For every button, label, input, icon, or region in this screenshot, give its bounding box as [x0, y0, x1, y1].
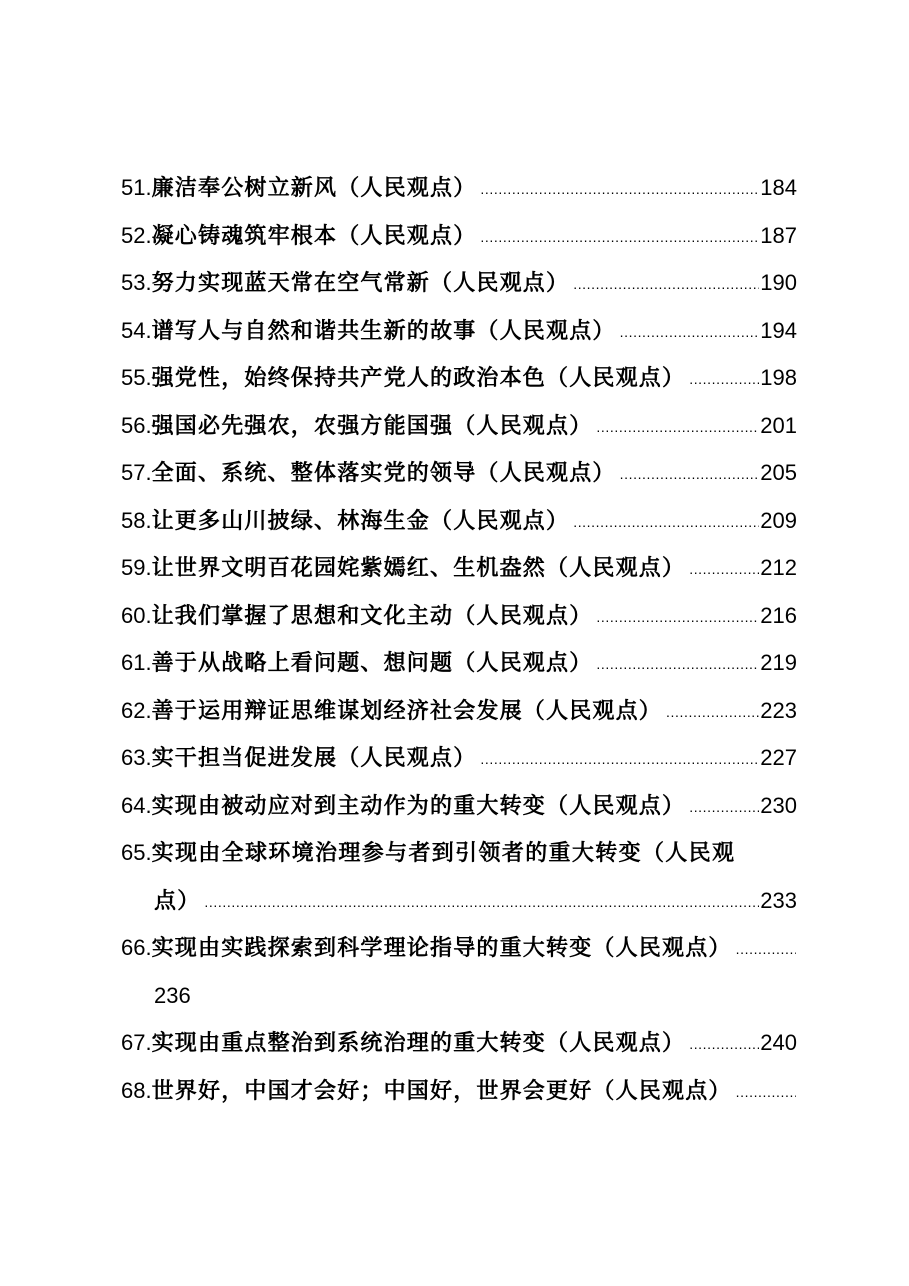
toc-entry-number: 53. [121, 270, 152, 295]
dot-leader [573, 261, 759, 309]
toc-entry-number: 58. [121, 507, 152, 533]
toc-entry-number: 55. [121, 365, 152, 390]
toc-entry-title: 让世界文明百花园姹紫嫣红、生机盎然（人民观点） [151, 555, 686, 581]
dot-leader [596, 594, 759, 642]
toc-entry-number: 57. [121, 460, 152, 485]
table-of-contents [121, 164, 797, 1114]
toc-entry-54[interactable] [121, 307, 797, 355]
toc-entry-number: 54. [121, 317, 152, 343]
dot-leader [620, 309, 760, 357]
dot-leader [736, 926, 796, 974]
dot-leader [480, 214, 759, 262]
toc-entry-page: 236 [154, 982, 191, 1008]
toc-entry-number: 63. [121, 745, 152, 770]
toc-entry-title: 实现由全球环境治理参与者到引领者的重大转变（人民观 [151, 840, 736, 866]
toc-entry-61[interactable] [121, 639, 797, 687]
dot-leader [736, 1069, 796, 1117]
dot-leader [596, 404, 759, 452]
toc-entry-page: 198 [760, 365, 797, 390]
toc-entry-60[interactable] [121, 592, 797, 640]
toc-entry-number: 62. [121, 697, 152, 723]
toc-entry-page: 230 [760, 792, 797, 818]
toc-entry-number: 64. [121, 792, 152, 818]
toc-entry-64[interactable] [121, 782, 797, 830]
dot-leader [596, 641, 759, 689]
toc-entry-number: 67. [121, 1030, 152, 1055]
toc-entry-55[interactable] [121, 354, 797, 402]
toc-entry-title: 让我们掌握了思想和文化主动（人民观点） [151, 602, 593, 629]
toc-entry-58[interactable] [121, 497, 797, 545]
toc-entry-number: 65. [121, 840, 152, 865]
toc-entry-title: 凝心铸魂筑牢根本（人民观点） [151, 222, 477, 249]
dot-leader [620, 451, 760, 499]
toc-entry-page: 227 [760, 745, 797, 770]
toc-entry-number: 56. [121, 412, 152, 438]
toc-entry-51[interactable] [121, 164, 797, 212]
toc-entry-page: 219 [760, 650, 797, 675]
toc-entry-68[interactable] [121, 1067, 797, 1115]
toc-entry-title: 善于运用辩证思维谋划经济社会发展（人民观点） [151, 697, 662, 724]
toc-entry-title: 实现由实践探索到科学理论指导的重大转变（人民观点） [151, 935, 732, 961]
dot-leader [573, 499, 759, 547]
toc-entry-52[interactable] [121, 212, 797, 260]
toc-entry-56[interactable] [121, 402, 797, 450]
toc-entry-title: 强国必先强农，农强方能国强（人民观点） [151, 412, 593, 439]
toc-entry-number: 66. [121, 935, 152, 960]
toc-entry-title: 廉洁奉公树立新风（人民观点） [151, 175, 477, 201]
dot-leader [204, 879, 759, 927]
toc-entry-page: 194 [760, 317, 797, 343]
toc-entry-number: 59. [121, 555, 152, 580]
toc-entry-title: 实现由重点整治到系统治理的重大转变（人民观点） [151, 1030, 686, 1056]
toc-entry-page: 190 [760, 270, 797, 295]
toc-entry-title: 实现由被动应对到主动作为的重大转变（人民观点） [151, 792, 686, 819]
dot-leader [689, 784, 759, 832]
dot-leader [480, 736, 759, 784]
toc-entry-title: 全面、系统、整体落实党的领导（人民观点） [151, 460, 616, 486]
toc-entry-page: 223 [760, 697, 797, 723]
dot-leader [689, 1021, 759, 1069]
toc-entry-page: 201 [760, 412, 797, 438]
toc-entry-title: 世界好，中国才会好；中国好，世界会更好（人民观点） [151, 1077, 732, 1104]
toc-entry-page: 240 [760, 1030, 797, 1055]
toc-entry-page: 205 [760, 460, 797, 485]
toc-entry-number: 52. [121, 222, 152, 248]
toc-entry-53[interactable] [121, 259, 797, 307]
toc-entry-page: 184 [760, 175, 797, 200]
toc-entry-page: 209 [760, 507, 797, 533]
toc-entry-page: 187 [760, 222, 797, 248]
toc-entry-title: 让更多山川披绿、林海生金（人民观点） [151, 507, 570, 534]
toc-entry-number: 68. [121, 1077, 152, 1103]
toc-entry-number: 51. [121, 175, 152, 200]
toc-entry-title: 善于从战略上看问题、想问题（人民观点） [151, 650, 593, 676]
toc-entry-59[interactable] [121, 544, 797, 592]
dot-leader [689, 546, 759, 594]
toc-entry-66[interactable] [121, 924, 797, 1019]
toc-entry-page: 233 [760, 887, 797, 913]
toc-entry-57[interactable] [121, 449, 797, 497]
dot-leader [689, 356, 759, 404]
toc-entry-63[interactable] [121, 734, 797, 782]
dot-leader [666, 689, 759, 737]
toc-entry-page: 216 [760, 602, 797, 628]
toc-entry-title-continuation: 点） [154, 887, 201, 914]
toc-entry-number: 60. [121, 602, 152, 628]
toc-entry-title: 强党性，始终保持共产党人的政治本色（人民观点） [151, 365, 686, 391]
toc-entry-page: 212 [760, 555, 797, 580]
toc-entry-title: 实干担当促进发展（人民观点） [151, 745, 477, 771]
toc-entry-title: 谱写人与自然和谐共生新的故事（人民观点） [151, 317, 616, 344]
toc-entry-number: 61. [121, 650, 152, 675]
dot-leader [480, 166, 759, 214]
toc-entry-62[interactable] [121, 687, 797, 735]
toc-entry-title: 努力实现蓝天常在空气常新（人民观点） [151, 270, 570, 296]
toc-entry-65[interactable] [121, 829, 797, 924]
toc-entry-67[interactable] [121, 1019, 797, 1067]
